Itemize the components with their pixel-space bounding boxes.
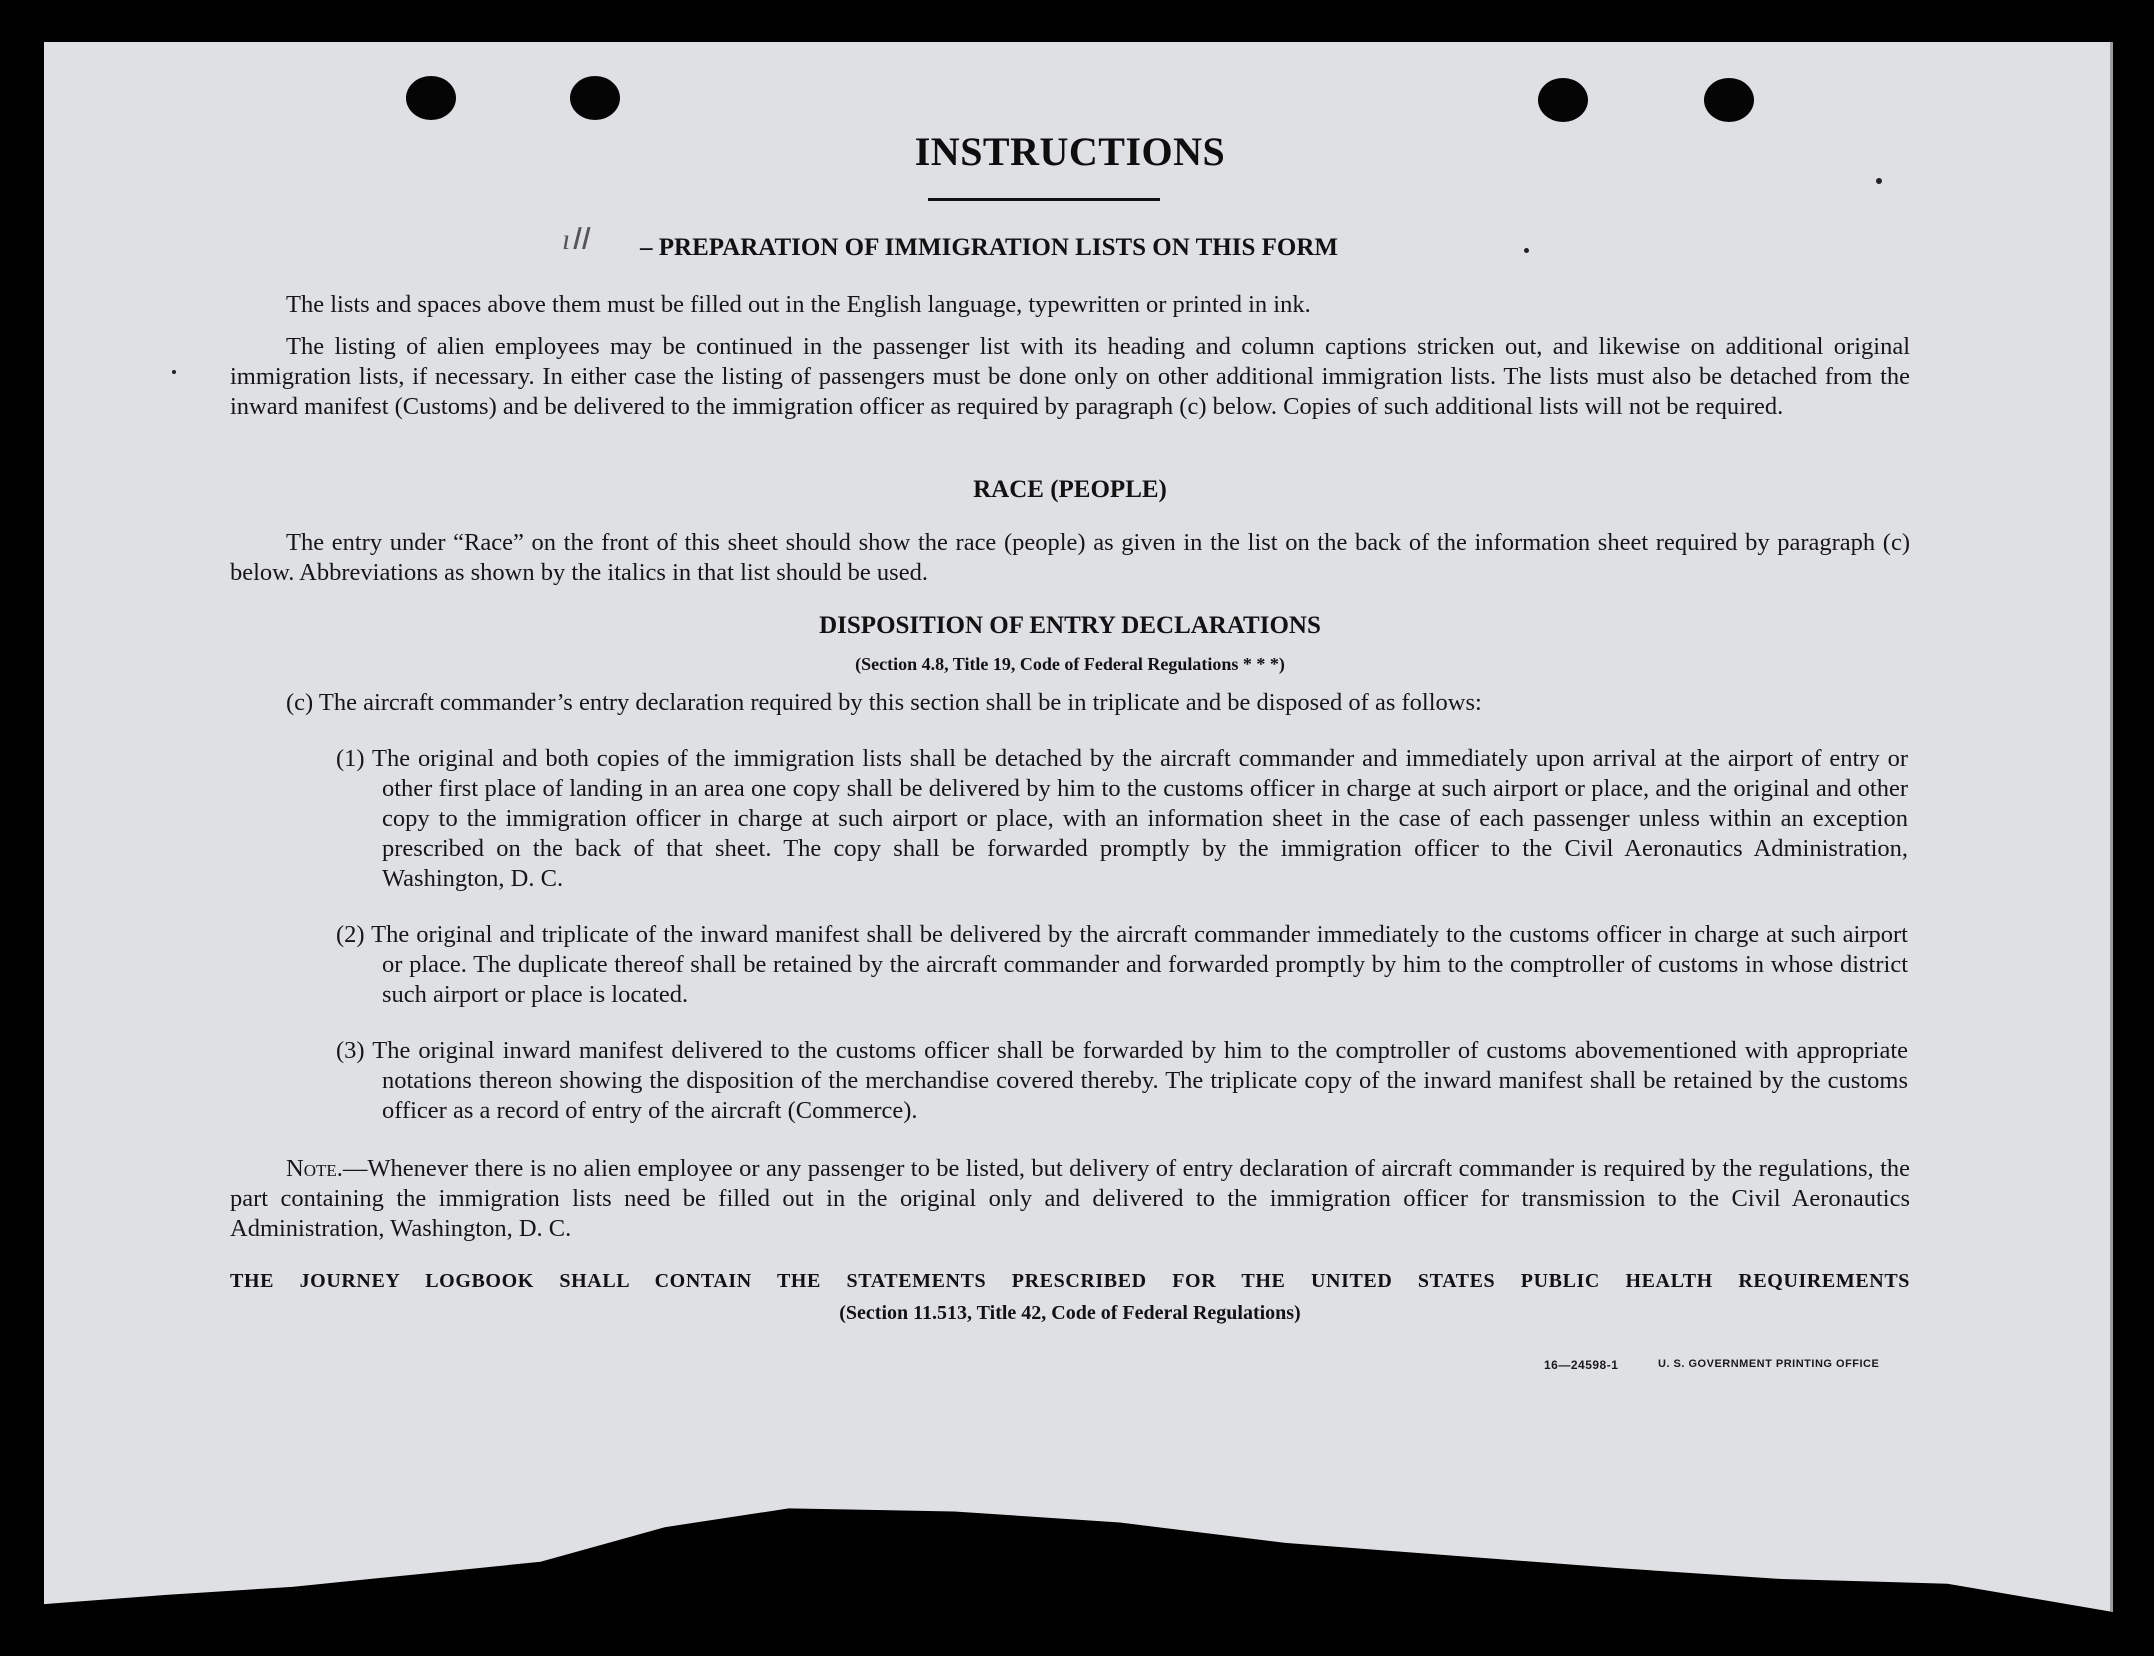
footer-citation: (Section 11.513, Title 42, Code of Federal Regulations) [839,1302,1301,1324]
speck [1524,248,1529,253]
punch-hole-3 [1538,78,1588,122]
disposition-citation: (Section 4.8, Title 19, Code of Federal Regulations * * *) [855,654,1285,674]
race-heading: RACE (PEOPLE) [973,476,1167,503]
disposition-heading: DISPOSITION OF ENTRY DECLARATIONS [819,612,1321,639]
disposition-item-2: (2) The original and triplicate of the inward manifest shall be delivered by the aircraft commander immediately to the customs officer in charge at such airport or place. The duplicate thereof shall be retained by the aircraft commander and forwarded promptly by him to the comptroller of customs in whose district such airport or place is located. [336,921,1908,1008]
disposition-intro: (c) The aircraft commander’s entry declaration required by this section shall be in triplicate and be disposed of as follows: [286,689,1482,716]
preparation-paragraph-2: The listing of alien employees may be continued in the passenger list with its heading and column captions stricken out, and likewise on additional original immigration lists, if necessary. In either case the listing of passengers must be done only on other additional immigration lists. The lists must also be detached from the inward manifest (Customs) and be delivered to the immigration officer as required by paragraph (c) below. Copies of such additional lists will not be required. [230,333,1910,420]
speck [1876,178,1882,184]
handwritten-mark: ıⵏⵏ [562,223,589,256]
preparation-heading: – PREPARATION OF IMMIGRATION LISTS ON THIS FORM [640,234,1338,261]
race-paragraph: The entry under “Race” on the front of this sheet should show the race (people) as given in the list on the back of the information sheet required by paragraph (c) below. Abbreviations as shown by the italics in that list should be used. [230,529,1910,586]
title-underline [928,198,1160,201]
note-label: Note. [286,1155,343,1182]
punch-hole-4 [1704,78,1754,122]
note-paragraph [230,1154,1910,1244]
printer-name: U. S. GOVERNMENT PRINTING OFFICE [1658,1358,1880,1370]
preparation-paragraph-1: The lists and spaces above them must be filled out in the English language, typewritten or printed in ink. [286,291,1311,318]
punch-hole-1 [406,76,456,120]
speck [172,370,176,374]
disposition-item-3: (3) The original inward manifest delivered to the customs officer shall be forwarded by him to the comptroller of customs abovementioned with appropriate notations thereon showing the disposition of the merchandise covered thereby. The triplicate copy of the inward manifest shall be retained by the customs officer as a record of entry of the aircraft (Commerce). [336,1037,1908,1124]
journey-logbook-statement: THE JOURNEY LOGBOOK SHALL CONTAIN THE STATEMENTS PRESCRIBED FOR THE UNITED STATES PUBLIC HEALTH REQUIREMENTS [230,1270,1910,1292]
note-text: —Whenever there is no alien employee or any passenger to be listed, but delivery of entry declaration of aircraft commander is required by the regulations, the part containing the immigration lists need be filled out in the original only and delivered to the immigration officer for transmission to the Civil Aeronautics Administration, Washington, D. C. [230,1155,1910,1242]
page-title: INSTRUCTIONS [914,129,1226,174]
disposition-item-1: (1) The original and both copies of the immigration lists shall be detached by the aircraft commander and immediately upon arrival at the airport of entry or other first place of landing in an area one copy shall be delivered by him to the customs officer in charge at such airport or place, and the original and other copy to the immigration officer in charge at such airport or place, with an information sheet in the case of each passenger unless within an exception prescribed on the back of that sheet. The copy shall be forwarded promptly by the immigration officer to the Civil Aeronautics Administration, Washington, D. C. [336,745,1908,892]
form-number: 16—24598-1 [1544,1358,1619,1372]
punch-hole-2 [570,76,620,120]
